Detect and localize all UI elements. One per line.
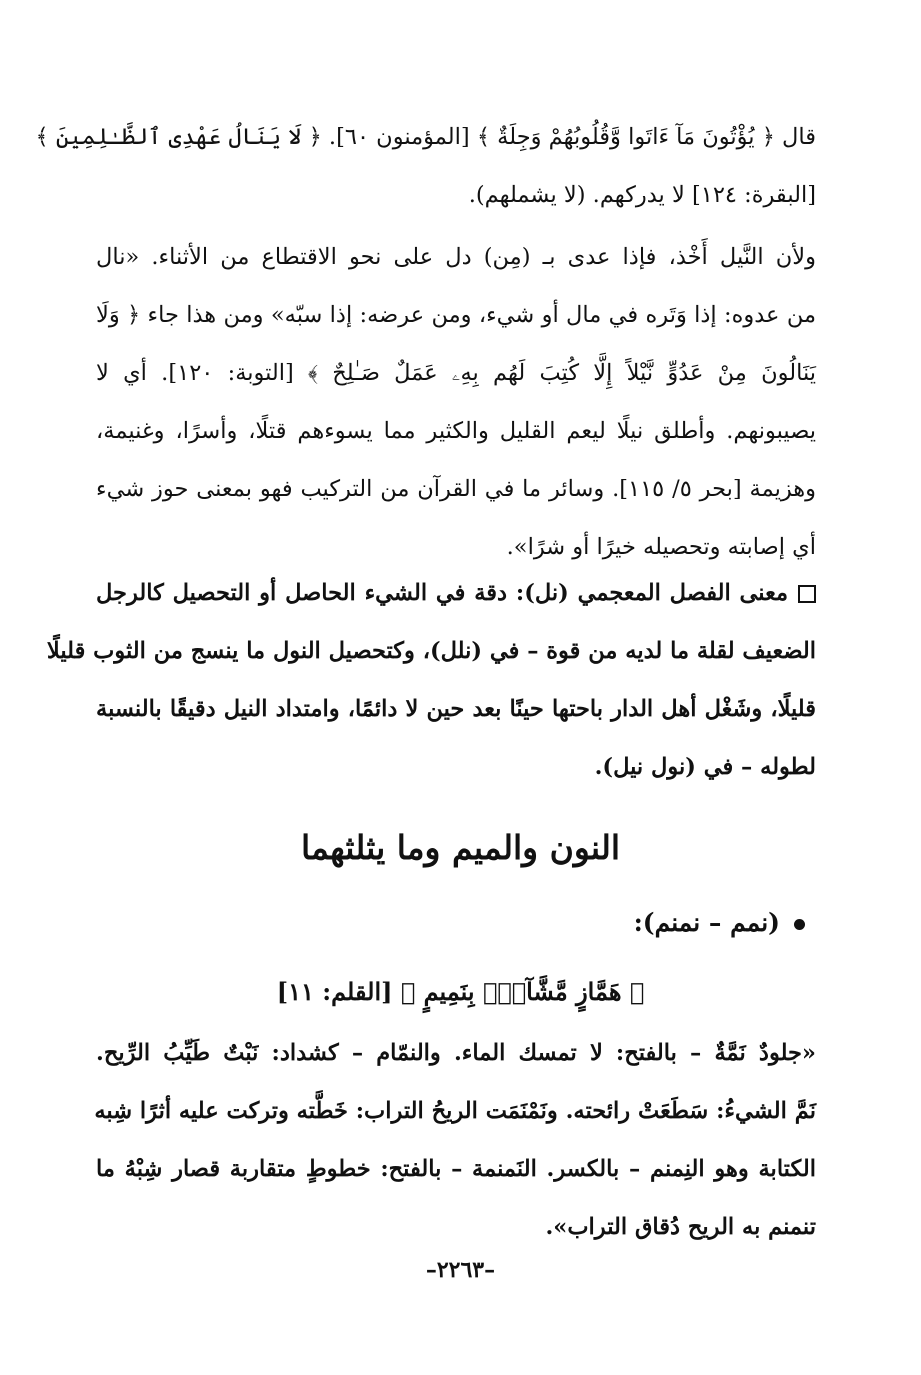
text-line: الكتابة وهو النِمنم – بالكسر. النَمنمة – بالفتح: خطوطٍ متقاربة قصار شِبْهُ ما <box>96 1156 816 1182</box>
bullet-icon <box>794 919 805 930</box>
text-line: أي إصابته وتحصيله خيرًا أو شرًا». <box>506 534 816 560</box>
root-entry-label: (نمم – نمنم): <box>633 908 780 937</box>
text-line: يَنَالُونَ مِنْ عَدُوٍّ نَّيْلاً إِلَّا كُتِبَ لَهُم بِهِۦ عَمَلٌ صَـٰلِحٌ ﴾ [التوبة: ١٢٠]. أي لا <box>96 360 816 386</box>
text-line: يصيبونهم. وأطلق نيلًا ليعم القليل والكثير مما يسوءهم قتلًا، وأسرًا، وغنيمة، <box>96 418 816 444</box>
checkbox-square-icon <box>798 585 816 603</box>
text-line: [البقرة: ١٢٤] لا يدركهم. (لا يشملهم). <box>468 182 816 208</box>
text-line: الضعيف لقلة ما لديه من قوة – في (نلل)، وكتحصيل النول ما ينسج من الثوب قليلًا <box>46 638 816 664</box>
section-heading: النون والميم وما يثلثهما <box>300 828 621 867</box>
text-line-content: معنى الفصل المعجمي (نل): دقة في الشيء الحاصل أو التحصيل كالرجل <box>96 580 788 606</box>
text-line <box>96 564 816 622</box>
text-line: نَمَّ الشيءُ: سَطَعَتْ رائحته. ونَمْنَمَت الريحُ التراب: خَطَّته وتركت عليه أثرًا شِبه <box>94 1098 816 1124</box>
text-line: لطوله – في (نول نيل). <box>594 754 816 780</box>
text-line: من عدوه: إذا وَتَره في مال أو شيء، ومن عرضه: إذا سبّه» ومن هذا جاء ﴿ وَلَا <box>96 302 816 328</box>
page-number: –٢٢٦٣– <box>425 1257 496 1283</box>
text-line: قال ﴿ يُؤْتُونَ مَآ ءَاتَوا وَّقُلُوبُهُمْ وَجِلَةٌ ﴾ [المؤمنون ٦٠]. ﴿ لَا يَنَالُ عَهْدِى ٱلظَّـٰلِمِينَ ﴾ <box>35 124 816 150</box>
text-line: تنمنم به الريح دُقاق التراب». <box>545 1214 816 1240</box>
paragraph-3 <box>46 564 816 796</box>
text-line: وهزيمة [بحر ٥/ ١١٥]. وسائر ما في القرآن من التركيب فهو بمعنى حوز شيء <box>96 476 816 502</box>
root-entry <box>634 898 805 948</box>
text-line: ولأن النَّيل أَخْذ، فإذا عدى بـ (مِن) دل على نحو الاقتطاع من الأثناء. «نال <box>96 244 816 270</box>
text-line: «جلودٌ نَمَّةٌ – بالفتح: لا تمسك الماء. والنمّام – كشداد: نَبْتٌ طَيِّبُ الرِّيح. <box>96 1040 816 1066</box>
paragraph-2 <box>96 228 816 576</box>
paragraph-4 <box>96 1024 816 1256</box>
quran-verse: ﴿ هَمَّازٍ مَّشَّآءِۭ بِنَمِيمٍ ﴾ [القلم: ١١] <box>276 977 645 1006</box>
paragraph-1 <box>35 108 816 224</box>
text-line: قليلًا، وشَغْل أهل الدار باحتها حينًا بعد حين لا دائمًا، وامتداد النيل دقيقًا بالنسبة <box>96 696 816 722</box>
